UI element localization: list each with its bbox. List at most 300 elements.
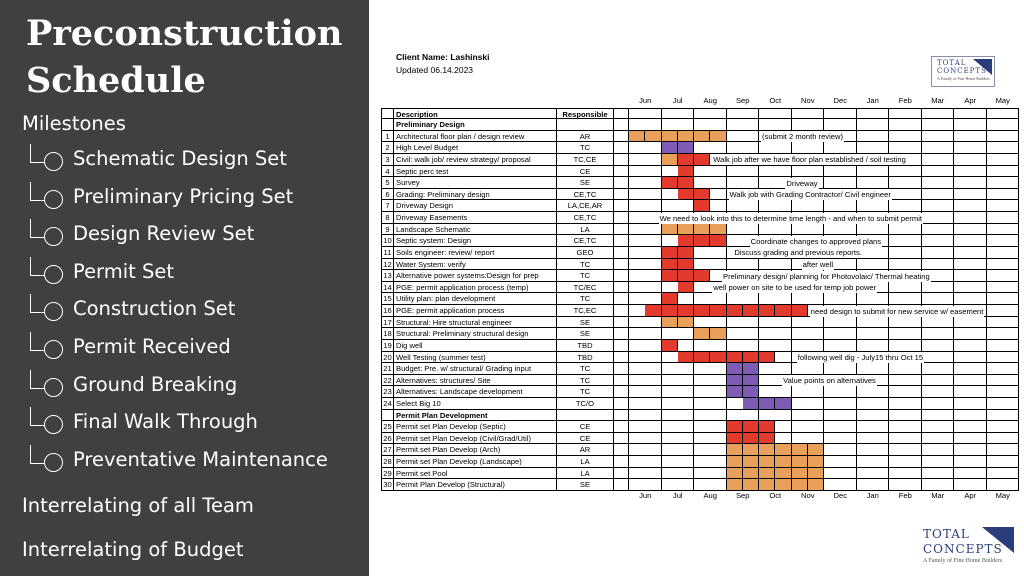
tree-connector — [30, 370, 45, 389]
logo-tagline: A Family of Fine Home Builders — [937, 76, 990, 81]
grid-cell — [727, 340, 760, 352]
task-description: Landscape Schematic — [394, 224, 557, 236]
grid-cell — [614, 410, 629, 422]
grid-cell — [557, 119, 614, 131]
grid-cell — [889, 444, 922, 456]
gantt-bar-segment — [662, 293, 678, 305]
grid-cell — [557, 410, 614, 422]
grid-cell — [987, 235, 1020, 247]
gantt-bar-segment — [727, 456, 743, 468]
grid-cell — [922, 328, 955, 340]
gantt-bar-segment — [759, 398, 775, 410]
row-number: 9 — [381, 224, 394, 236]
grid-cell — [792, 200, 825, 212]
grid-cell — [614, 154, 629, 166]
grid-cell — [987, 119, 1020, 131]
task-description: Architectural floor plan / design review — [394, 131, 557, 143]
task-description: Septic system: Design — [394, 235, 557, 247]
grid-cell — [759, 293, 792, 305]
gantt-bar-segment — [775, 456, 791, 468]
footer-logo-mark-icon — [982, 527, 1014, 553]
month-label: Jun — [639, 96, 652, 105]
task-responsible: CE — [557, 433, 614, 445]
gantt-bar-segment — [694, 189, 710, 201]
grid-cell — [922, 352, 955, 364]
task-responsible: TC — [557, 293, 614, 305]
month-label: Feb — [898, 491, 912, 500]
grid-cell — [792, 108, 825, 120]
task-description: Select Big 10 — [394, 398, 557, 410]
milestone-item — [24, 294, 364, 330]
row-number: 29 — [381, 468, 394, 480]
grid-cell — [922, 177, 955, 189]
milestone-label: Final Walk Through — [73, 410, 258, 434]
grid-cell — [792, 433, 825, 445]
grid-cell — [954, 410, 987, 422]
task-responsible: TBD — [557, 340, 614, 352]
grid-cell — [727, 259, 760, 271]
grid-cell — [922, 247, 955, 259]
row-number: 12 — [381, 259, 394, 271]
milestone-item — [24, 144, 364, 180]
grid-cell — [727, 328, 760, 340]
grid-cell — [922, 375, 955, 387]
grid-cell — [987, 398, 1020, 410]
task-responsible: TC — [557, 270, 614, 282]
gantt-bar-segment — [678, 247, 694, 259]
grid-cell — [857, 456, 890, 468]
tree-connector — [30, 144, 45, 163]
grid-cell — [987, 166, 1020, 178]
grid-cell — [857, 317, 890, 329]
milestone-label: Permit Set — [73, 259, 175, 283]
grid-cell — [614, 375, 629, 387]
grid-cell — [614, 421, 629, 433]
task-description: Grading: Preliminary design — [394, 189, 557, 201]
grid-cell — [857, 224, 890, 236]
grid-cell — [922, 259, 955, 271]
task-responsible: TC — [557, 259, 614, 271]
gantt-bar-segment — [743, 421, 759, 433]
task-description: Permit set Plan Develop (Arch) — [394, 444, 557, 456]
grid-cell — [954, 259, 987, 271]
grid-cell — [614, 305, 629, 317]
grid-cell — [629, 317, 662, 329]
gantt-bar-segment — [743, 433, 759, 445]
grid-cell — [954, 444, 987, 456]
grid-cell — [792, 317, 825, 329]
row-number: 8 — [381, 212, 394, 224]
grid-cell — [727, 166, 760, 178]
circle-icon — [44, 265, 63, 284]
gantt-bar-segment — [792, 444, 808, 456]
task-note: (submit 2 month review) — [762, 132, 844, 142]
grid-cell — [629, 375, 662, 387]
grid-cell — [381, 410, 394, 422]
gantt-bar-segment — [759, 479, 775, 491]
gantt-bar-segment — [694, 235, 710, 247]
task-responsible: SE — [557, 317, 614, 329]
milestone-label: Permit Received — [73, 335, 231, 358]
month-label: Jul — [672, 491, 683, 500]
task-description: Alternatives: structures/ Site — [394, 375, 557, 387]
grid-cell — [662, 468, 695, 480]
month-label: Nov — [800, 491, 815, 500]
gantt-bar-segment — [694, 131, 710, 143]
row-number: 13 — [381, 270, 394, 282]
grid-cell — [614, 317, 629, 329]
task-description: High Level Budget — [394, 142, 557, 154]
gantt-bar-segment — [694, 270, 710, 282]
task-note: Value points on alternatives — [783, 376, 876, 386]
gantt-bar-segment — [678, 282, 694, 294]
grid-cell — [889, 340, 922, 352]
grid-cell — [759, 142, 792, 154]
grid-cell — [889, 119, 922, 131]
row-number: 2 — [381, 142, 394, 154]
grid-cell — [922, 154, 955, 166]
grid-cell — [694, 433, 727, 445]
row-number: 7 — [381, 200, 394, 212]
grid-cell — [987, 293, 1020, 305]
grid-cell — [889, 398, 922, 410]
grid-cell — [824, 340, 857, 352]
task-note: well power on site to be used for temp job power — [713, 283, 877, 293]
grid-cell — [922, 340, 955, 352]
grid-cell — [792, 119, 825, 131]
milestone-label: Ground Breaking — [73, 372, 238, 396]
grid-cell — [857, 363, 890, 375]
grid-cell — [662, 386, 695, 398]
grid-cell — [922, 212, 955, 224]
grid-cell — [889, 375, 922, 387]
grid-cell — [727, 317, 760, 329]
row-number: 23 — [381, 386, 394, 398]
grid-cell — [629, 340, 662, 352]
month-label: May — [995, 96, 1010, 105]
grid-cell — [922, 363, 955, 375]
grid-cell — [614, 131, 629, 143]
grid-cell — [694, 293, 727, 305]
row-number: 19 — [381, 340, 394, 352]
gantt-bar-segment — [808, 444, 824, 456]
task-note: Walk job with Grading Contractor/ Civil engineer — [729, 190, 891, 200]
row-number: 15 — [381, 293, 394, 305]
grid-cell — [824, 444, 857, 456]
grid-cell — [629, 386, 662, 398]
grid-cell — [922, 119, 955, 131]
gantt-bar-segment — [694, 154, 710, 166]
grid-cell — [727, 200, 760, 212]
task-description: Driveway Easements — [394, 212, 557, 224]
grid-cell — [629, 200, 662, 212]
footer-logo-line-2: CONCEPTS — [923, 542, 1003, 556]
grid-cell — [792, 410, 825, 422]
grid-cell — [629, 166, 662, 178]
task-description: Utility plan: plan development — [394, 293, 557, 305]
task-responsible: LA — [557, 468, 614, 480]
circle-icon — [44, 415, 63, 434]
grid-cell — [987, 224, 1020, 236]
grid-cell — [954, 177, 987, 189]
logo-mark-icon — [973, 59, 992, 75]
grid-cell — [857, 421, 890, 433]
grid-cell — [889, 282, 922, 294]
gantt-bar-segment — [759, 421, 775, 433]
grid-cell — [824, 224, 857, 236]
grid-cell — [824, 398, 857, 410]
footer-team: Interrelating of all Team — [22, 494, 254, 517]
task-responsible: TC — [557, 363, 614, 375]
month-label: Oct — [769, 491, 782, 500]
grid-cell — [614, 259, 629, 271]
gantt-bar-segment — [662, 259, 678, 271]
grid-cell — [889, 166, 922, 178]
grid-cell — [629, 328, 662, 340]
grid-cell — [629, 282, 662, 294]
grid-cell — [629, 363, 662, 375]
gantt-bar-segment — [727, 352, 743, 364]
grid-cell — [614, 479, 629, 491]
grid-cell — [629, 456, 662, 468]
grid-cell — [759, 317, 792, 329]
grid-cell — [954, 468, 987, 480]
tree-connector — [30, 219, 45, 238]
grid-cell — [922, 108, 955, 120]
grid-cell — [694, 177, 727, 189]
grid-cell — [954, 456, 987, 468]
grid-cell — [629, 235, 662, 247]
row-number: 11 — [381, 247, 394, 259]
month-label: Mar — [931, 491, 945, 500]
grid-cell — [759, 200, 792, 212]
task-note: following well dig - July15 thru Oct 15 — [797, 353, 924, 363]
grid-cell — [889, 363, 922, 375]
grid-cell — [922, 293, 955, 305]
milestone-label: Design Review Set — [73, 222, 255, 246]
grid-cell — [922, 142, 955, 154]
grid-cell — [759, 410, 792, 422]
circle-icon — [44, 453, 63, 472]
task-responsible: TC — [557, 375, 614, 387]
row-number: 5 — [381, 177, 394, 189]
grid-cell — [629, 421, 662, 433]
gantt-bar-segment — [694, 328, 710, 340]
grid-cell — [954, 154, 987, 166]
month-label: Jun — [639, 491, 652, 500]
grid-cell — [922, 317, 955, 329]
grid-cell — [987, 142, 1020, 154]
task-responsible: CE — [557, 166, 614, 178]
grid-cell — [727, 177, 760, 189]
grid-cell — [629, 212, 662, 224]
grid-cell — [824, 433, 857, 445]
grid-cell — [792, 421, 825, 433]
row-number: 10 — [381, 235, 394, 247]
grid-cell — [954, 247, 987, 259]
grid-cell — [629, 293, 662, 305]
grid-cell — [987, 259, 1020, 271]
grid-cell — [614, 433, 629, 445]
grid-cell — [694, 410, 727, 422]
grid-cell — [889, 421, 922, 433]
task-description: Permit set Pool — [394, 468, 557, 480]
row-number: 25 — [381, 421, 394, 433]
gantt-bar-segment — [694, 224, 710, 236]
row-number: 26 — [381, 433, 394, 445]
grid-cell — [614, 177, 629, 189]
grid-cell — [824, 363, 857, 375]
task-description: Soils engineer: review/ report — [394, 247, 557, 259]
gantt-bar-segment — [678, 189, 694, 201]
gantt-bar-segment — [678, 317, 694, 329]
task-responsible: LA — [557, 456, 614, 468]
grid-cell — [987, 433, 1020, 445]
grid-cell — [824, 166, 857, 178]
tree-connector — [30, 332, 45, 351]
grid-cell — [987, 270, 1020, 282]
task-description: Permit Plan Develop (Structural) — [394, 479, 557, 491]
task-description: Budget: Pre. w/ structural/ Grading input — [394, 363, 557, 375]
gantt-bar-segment — [710, 305, 726, 317]
grid-cell — [727, 142, 760, 154]
milestone-item — [24, 370, 364, 406]
footer-logo-tagline: A Family of Fine Home Builders — [923, 558, 1003, 564]
grid-cell — [694, 119, 727, 131]
gantt-bar-segment — [775, 468, 791, 480]
grid-cell — [629, 270, 662, 282]
month-label: May — [995, 491, 1010, 500]
grid-cell — [889, 177, 922, 189]
month-label: Dec — [833, 491, 847, 500]
grid-cell — [629, 108, 662, 120]
grid-cell — [922, 468, 955, 480]
month-label: Dec — [833, 96, 847, 105]
gantt-bar-segment — [775, 398, 791, 410]
gantt-bar-segment — [694, 352, 710, 364]
milestones-heading: Milestones — [22, 112, 126, 135]
grid-cell — [614, 282, 629, 294]
grid-cell — [922, 235, 955, 247]
gantt-bar-segment — [743, 386, 759, 398]
task-description: Driveway Design — [394, 200, 557, 212]
grid-cell — [857, 293, 890, 305]
grid-cell — [824, 468, 857, 480]
task-responsible: TC — [557, 142, 614, 154]
grid-cell — [694, 259, 727, 271]
gantt-bar-segment — [759, 305, 775, 317]
milestone-item — [24, 257, 364, 293]
month-label: Oct — [769, 96, 782, 105]
grid-cell — [889, 142, 922, 154]
gantt-bar-segment — [662, 247, 678, 259]
grid-cell — [727, 108, 760, 120]
grid-cell — [857, 386, 890, 398]
grid-cell — [857, 444, 890, 456]
title-line-2: Schedule — [26, 60, 206, 101]
grid-cell — [889, 235, 922, 247]
task-note: need design to submit for new service w/ easement — [810, 306, 984, 316]
task-note: We need to look into this to determine time length - and when to submit permit — [659, 213, 923, 223]
grid-cell — [889, 189, 922, 201]
grid-cell — [857, 200, 890, 212]
gantt-bar-segment — [743, 456, 759, 468]
grid-cell — [629, 247, 662, 259]
gantt-bar-segment — [662, 224, 678, 236]
milestone-item — [24, 407, 364, 443]
task-responsible: AR — [557, 444, 614, 456]
grid-cell — [954, 235, 987, 247]
grid-cell — [987, 212, 1020, 224]
milestone-item — [24, 445, 364, 481]
grid-cell — [987, 131, 1020, 143]
grid-cell — [824, 386, 857, 398]
section-title: Preliminary Design — [394, 119, 557, 131]
task-description: Permit set Plan Develop (Septic) — [394, 421, 557, 433]
grid-cell — [629, 433, 662, 445]
circle-icon — [44, 340, 63, 359]
grid-cell — [824, 421, 857, 433]
grid-cell — [987, 410, 1020, 422]
gantt-bar-segment — [727, 433, 743, 445]
task-responsible: TC — [557, 386, 614, 398]
grid-cell — [662, 108, 695, 120]
task-responsible: CE,TC — [557, 212, 614, 224]
grid-cell — [922, 166, 955, 178]
gantt-bar-segment — [662, 340, 678, 352]
grid-cell — [889, 433, 922, 445]
gantt-bar-segment — [727, 479, 743, 491]
grid-cell — [889, 108, 922, 120]
grid-cell — [662, 421, 695, 433]
grid-cell — [987, 456, 1020, 468]
row-number: 4 — [381, 166, 394, 178]
grid-cell — [614, 340, 629, 352]
grid-cell — [629, 119, 662, 131]
task-description: Alternative power systems:Design for prep — [394, 270, 557, 282]
task-description: Water System: verify — [394, 259, 557, 271]
grid-cell — [857, 259, 890, 271]
grid-cell — [614, 200, 629, 212]
task-responsible: CE,TC — [557, 235, 614, 247]
row-number: 20 — [381, 352, 394, 364]
grid-cell — [857, 142, 890, 154]
task-description: Dig well — [394, 340, 557, 352]
grid-cell — [629, 468, 662, 480]
grid-cell — [922, 398, 955, 410]
grid-cell — [824, 142, 857, 154]
grid-cell — [629, 410, 662, 422]
row-number: 22 — [381, 375, 394, 387]
grid-cell — [987, 177, 1020, 189]
grid-cell — [889, 259, 922, 271]
grid-cell — [629, 154, 662, 166]
grid-cell — [954, 142, 987, 154]
grid-cell — [694, 375, 727, 387]
gantt-bar-segment — [710, 235, 726, 247]
grid-cell — [889, 317, 922, 329]
gantt-bar-segment — [808, 456, 824, 468]
grid-cell — [922, 410, 955, 422]
task-description: PGE: permit application process — [394, 305, 557, 317]
gantt-bar-segment — [727, 386, 743, 398]
logo-line-2: CONCEPTS — [937, 67, 987, 75]
gantt-bar-segment — [727, 444, 743, 456]
month-label: Nov — [800, 96, 815, 105]
grid-cell — [922, 200, 955, 212]
grid-cell — [889, 456, 922, 468]
gantt-bar-segment — [792, 305, 808, 317]
